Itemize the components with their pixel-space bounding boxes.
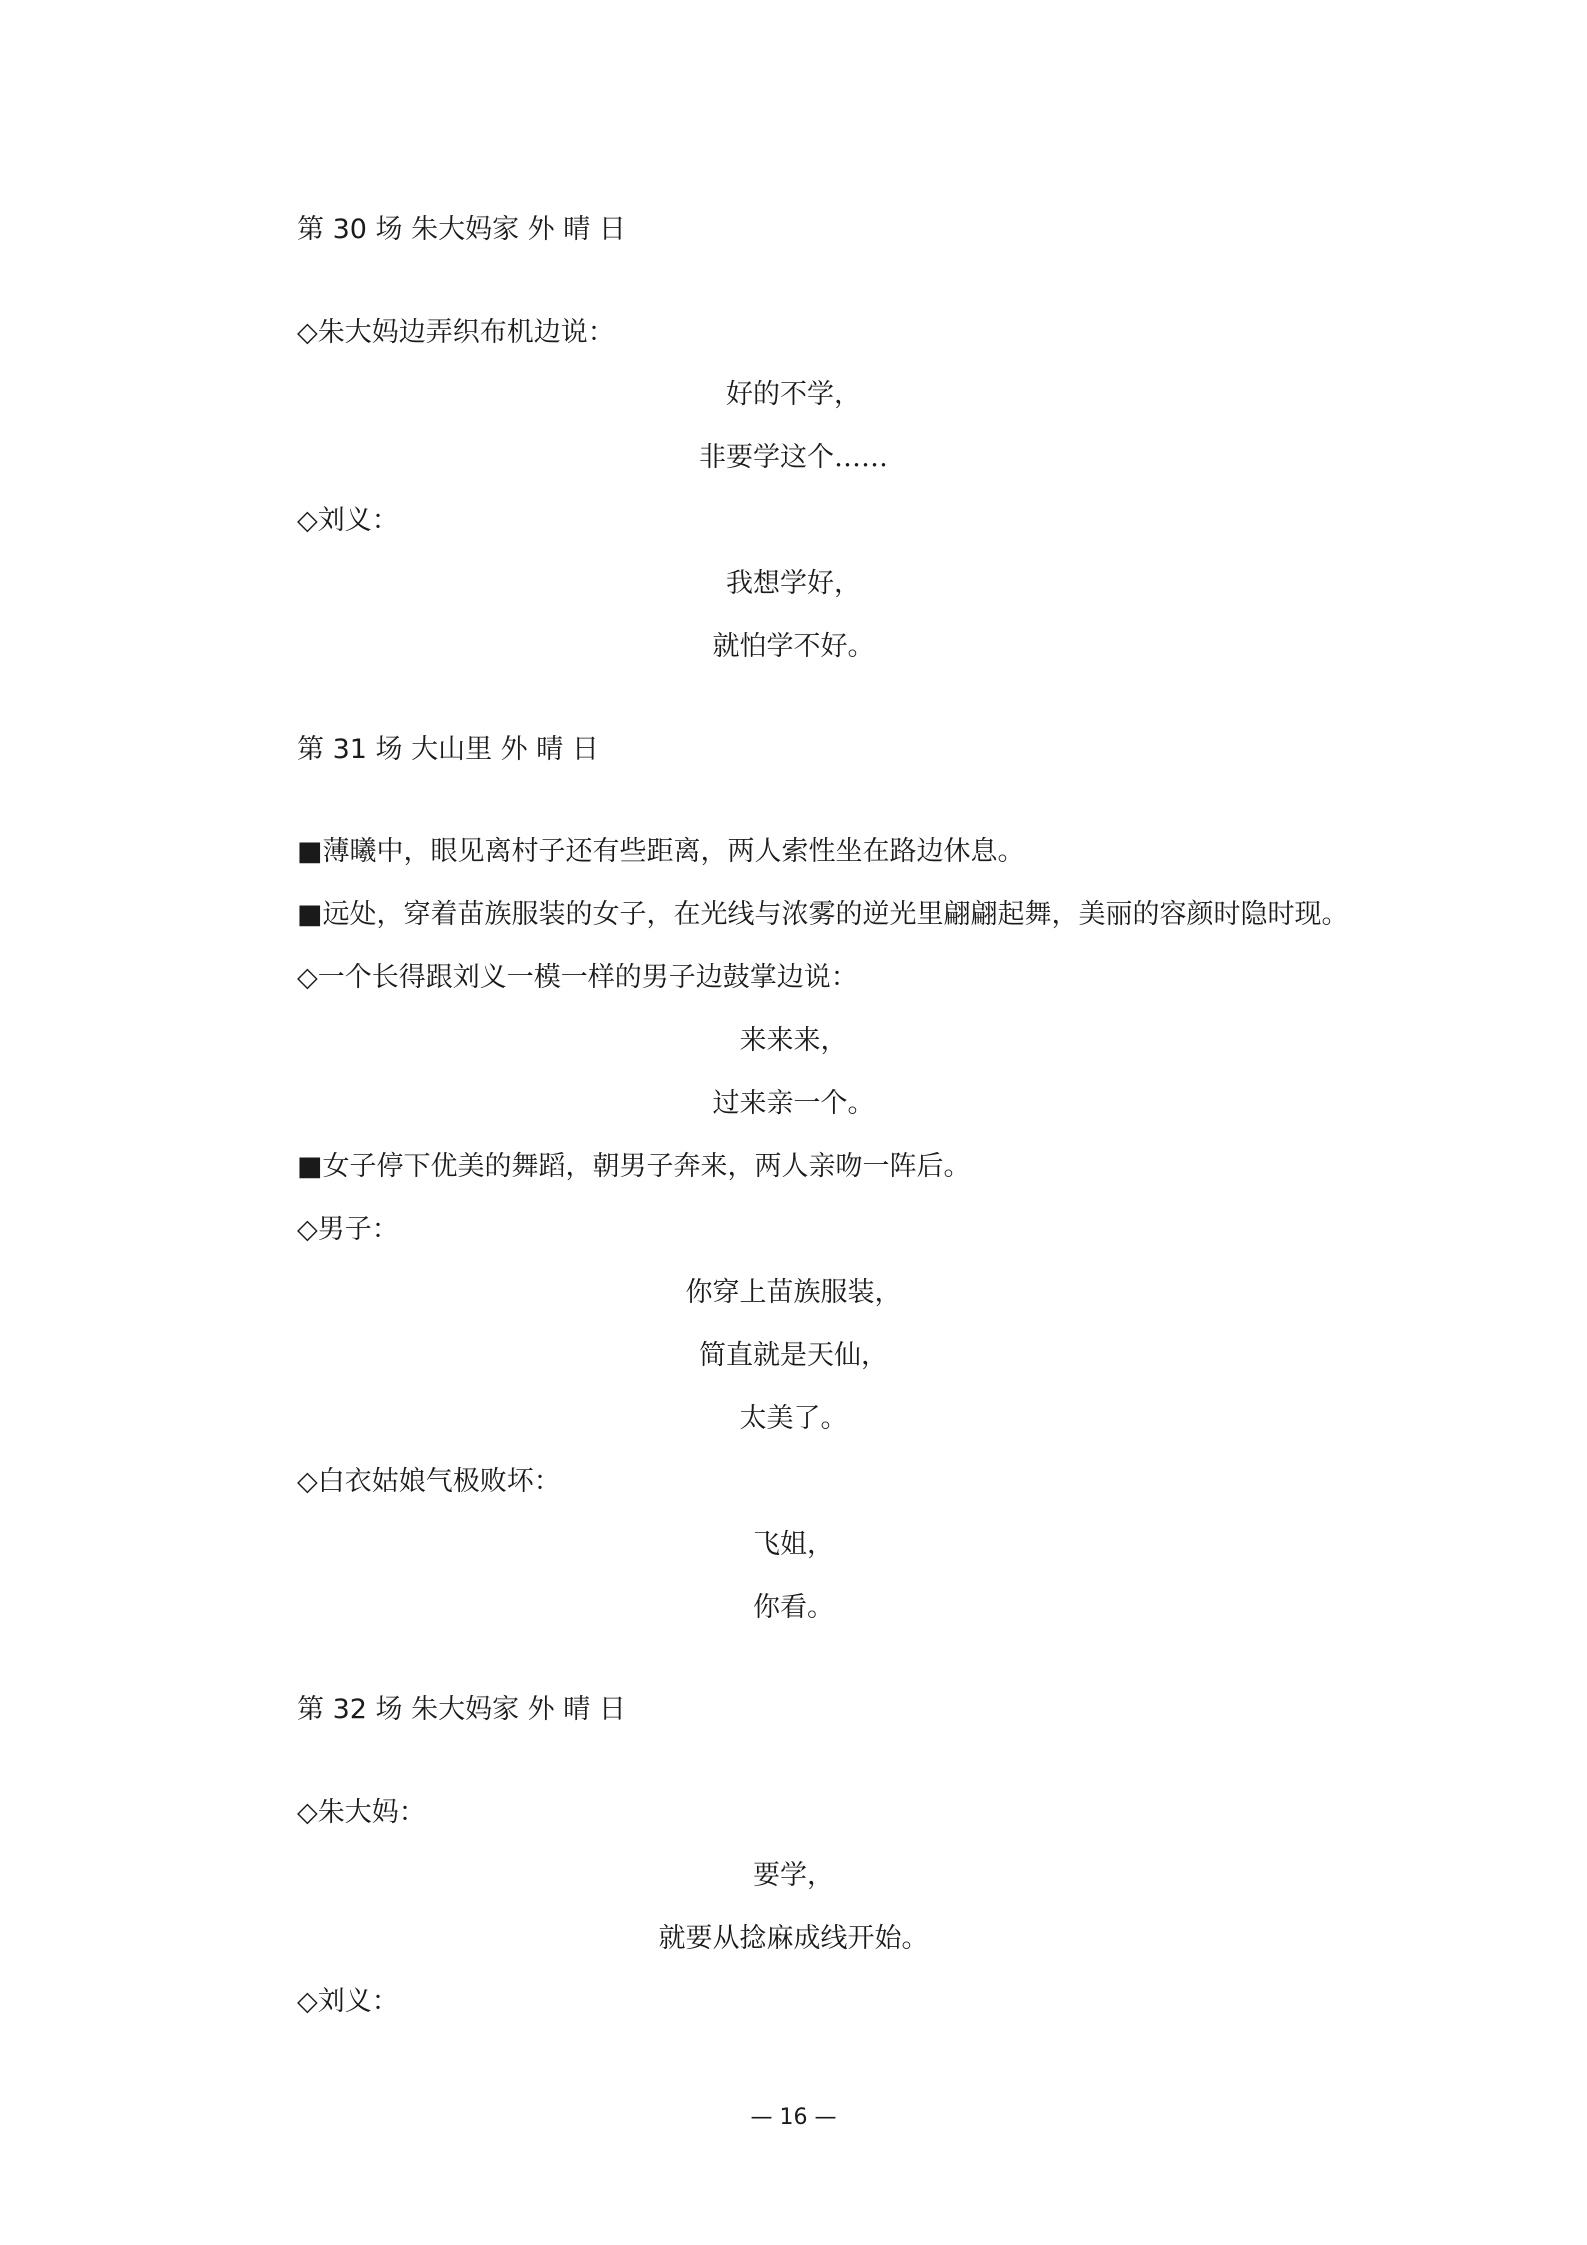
action-line: ■女子停下优美的舞蹈，朝男子奔来，两人亲吻一阵后。 [297,1151,971,1182]
speaker-line: ◇刘义： [297,1986,399,2017]
action-line: ■薄曦中，眼见离村子还有些距离，两人索性坐在路边休息。 [297,836,1025,867]
dialogue-line: 你看。 [753,1592,834,1623]
scene-heading-32: 第 32 场 朱大妈家 外 晴 日 [297,1694,626,1725]
dialogue-line: 就怕学不好。 [712,631,875,662]
speaker-line: ◇白衣姑娘气极败坏： [297,1466,561,1497]
dialogue-line: 我想学好， [726,568,861,599]
dialogue-line: 你穿上苗族服装， [685,1277,902,1308]
dialogue-line: 要学， [753,1860,834,1891]
dialogue-line: 飞姐， [753,1529,834,1560]
action-line: ■远处，穿着苗族服装的女子，在光线与浓雾的逆光里翩翩起舞，美丽的容颜时隐时现。 [297,899,1349,930]
scene-heading-30: 第 30 场 朱大妈家 外 晴 日 [297,214,626,245]
dialogue-line: 来来来， [739,1025,848,1056]
speaker-line: ◇一个长得跟刘义一模一样的男子边鼓掌边说： [297,962,858,993]
speaker-line: ◇男子： [297,1214,399,1245]
speaker-line: ◇朱大妈： [297,1797,426,1828]
page-number: — 16 — [750,2105,837,2130]
dialogue-line: 简直就是天仙， [699,1340,888,1371]
dialogue-line: 太美了。 [739,1403,848,1434]
action-line: ◇朱大妈边弄织布机边说： [297,317,615,348]
dialogue-line: 过来亲一个。 [712,1088,875,1119]
dialogue-line: 非要学这个…… [699,442,888,473]
dialogue-line: 好的不学， [726,379,861,410]
dialogue-line: 就要从捻麻成线开始。 [658,1923,929,1954]
scene-heading-31: 第 31 场 大山里 外 晴 日 [297,734,599,765]
speaker-line: ◇刘义： [297,505,399,536]
